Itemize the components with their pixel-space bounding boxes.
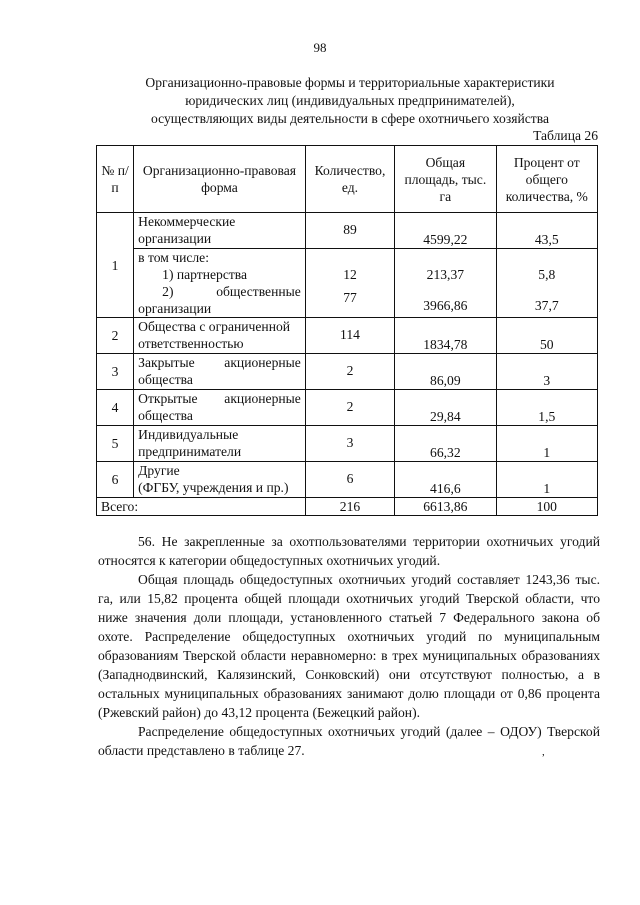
count-value: 114 <box>340 327 360 342</box>
form-line <box>138 390 301 407</box>
cell-area <box>395 462 496 498</box>
paragraph: 56. Не закрепленные за охотпользователями территории охотничьих угодий относятся к категории общедоступных охотничьих угодий. <box>98 534 600 568</box>
form-line: Другие <box>138 463 180 478</box>
cell-form: Общества с ограниченной ответственностью <box>134 318 306 354</box>
sub-item-2-cont: организации <box>138 301 212 316</box>
header-num: № п/п <box>97 146 134 213</box>
cell-num: 2 <box>97 318 134 354</box>
sub-item-2-word: общественные <box>216 284 301 299</box>
area-value: 4599,22 <box>423 232 468 247</box>
form-line <box>138 354 301 371</box>
paragraph: Общая площадь общедоступных охотничьих угодий составляет 1243,36 тыс. га, или 15,82 процента общей площади охотничьих угодий Тверской области, что ниже значения доли площади, установленного статьей 7 Федерального закона об охоте. Распределение общедоступных охотничьих угодий по муниципальным образованиям Тверской области неравномерно: в трех муниципальных образованиях (Западнодвинский, Калязинский, Сонковский) они отсутствуют полностью, а в остальных муниципальных образованиях занимают долю площади от 0,86 процента (Ржевский район) до 43,12 процента (Бежецкий район). <box>98 572 600 720</box>
cell-area <box>395 249 496 318</box>
table-title <box>100 74 600 128</box>
count-value: 6 <box>346 471 354 486</box>
percent-value: 1,5 <box>538 409 556 424</box>
sub-item-2 <box>138 283 301 300</box>
cell-form <box>134 249 306 318</box>
sub-item-2-num: 2) <box>162 284 174 299</box>
cell-num: 5 <box>97 426 134 462</box>
form-word: акционерные <box>224 355 301 370</box>
sub-item-1: 1) партнерства <box>162 267 248 282</box>
cell-area <box>395 426 496 462</box>
cell-num: 3 <box>97 354 134 390</box>
form-word: акционерные <box>224 391 301 406</box>
header-count: Количество, ед. <box>305 146 394 213</box>
total-area: 6613,86 <box>395 498 496 516</box>
table-header-row <box>97 146 598 213</box>
header-percent: Процент от общего количества, % <box>496 146 597 213</box>
paragraph: Распределение общедоступных охотничьих угодий (далее – ОДОУ) Тверской области представлено в таблице 27. <box>98 724 600 758</box>
cell-percent <box>496 213 597 249</box>
percent-value: 43,5 <box>534 232 559 247</box>
table-row <box>97 354 598 390</box>
area-value: 213,37 <box>426 267 465 282</box>
cell-count <box>305 426 394 462</box>
cell-percent <box>496 354 597 390</box>
percent-value: 1 <box>543 445 551 460</box>
table-row <box>97 213 598 249</box>
table-row <box>97 249 598 318</box>
cell-form: Некоммерческие организации <box>134 213 306 249</box>
cell-count <box>305 462 394 498</box>
count-value: 77 <box>343 290 357 305</box>
area-value: 29,84 <box>430 409 461 424</box>
subheading: в том числе: <box>138 250 209 265</box>
page-number: 98 <box>313 40 327 55</box>
count-value: 3 <box>346 435 354 450</box>
percent-value: 1 <box>543 481 551 496</box>
cell-count <box>305 354 394 390</box>
cell-num: 1 <box>97 213 134 318</box>
percent-value: 50 <box>539 337 554 352</box>
cell-num: 6 <box>97 462 134 498</box>
cell-count <box>305 249 394 318</box>
percent-value: 5,8 <box>538 267 556 282</box>
percent-value: 37,7 <box>534 298 559 313</box>
cell-percent <box>496 462 597 498</box>
form-line: (ФГБУ, учреждения и пр.) <box>138 480 289 495</box>
header-form: Организационно-правовая форма <box>134 146 306 213</box>
title-line: юридических лиц (индивидуальных предпринимателей), <box>185 93 515 108</box>
cell-count <box>305 318 394 354</box>
area-value: 416,6 <box>430 481 461 496</box>
table-row <box>97 318 598 354</box>
table-caption: Таблица 26 <box>533 128 598 143</box>
form-word: Открытые <box>138 391 198 406</box>
table-row <box>97 426 598 462</box>
table-row <box>97 390 598 426</box>
count-value: 89 <box>343 222 357 237</box>
cell-form <box>134 354 306 390</box>
cell-form: Индивидуальные предприниматели <box>134 426 306 462</box>
cell-percent <box>496 318 597 354</box>
area-value: 86,09 <box>430 373 461 388</box>
data-table <box>96 145 598 516</box>
count-value: 2 <box>346 399 354 414</box>
count-value: 2 <box>346 363 354 378</box>
cell-percent <box>496 249 597 318</box>
body-text <box>98 532 600 760</box>
total-percent: 100 <box>496 498 597 516</box>
count-value: 12 <box>343 267 357 282</box>
cell-area <box>395 390 496 426</box>
cell-percent <box>496 390 597 426</box>
percent-value: 3 <box>543 373 551 388</box>
total-count: 216 <box>305 498 394 516</box>
title-line: Организационно-правовые формы и территориальные характеристики <box>145 75 555 90</box>
cell-area <box>395 213 496 249</box>
stray-mark: , <box>542 746 545 758</box>
cell-count <box>305 390 394 426</box>
total-label: Всего: <box>97 498 306 516</box>
cell-area <box>395 354 496 390</box>
form-line: общества <box>138 372 193 387</box>
form-word: Закрытые <box>138 355 195 370</box>
header-area: Общая площадь, тыс. га <box>395 146 496 213</box>
cell-form <box>134 390 306 426</box>
area-value: 66,32 <box>430 445 461 460</box>
cell-area <box>395 318 496 354</box>
area-value: 3966,86 <box>423 298 468 313</box>
cell-count <box>305 213 394 249</box>
table-row <box>97 462 598 498</box>
area-value: 1834,78 <box>423 337 468 352</box>
form-line: общества <box>138 408 193 423</box>
title-line: осуществляющих виды деятельности в сфере охотничьего хозяйства <box>151 111 549 126</box>
cell-percent <box>496 426 597 462</box>
cell-form <box>134 462 306 498</box>
table-total-row <box>97 498 598 516</box>
cell-num: 4 <box>97 390 134 426</box>
